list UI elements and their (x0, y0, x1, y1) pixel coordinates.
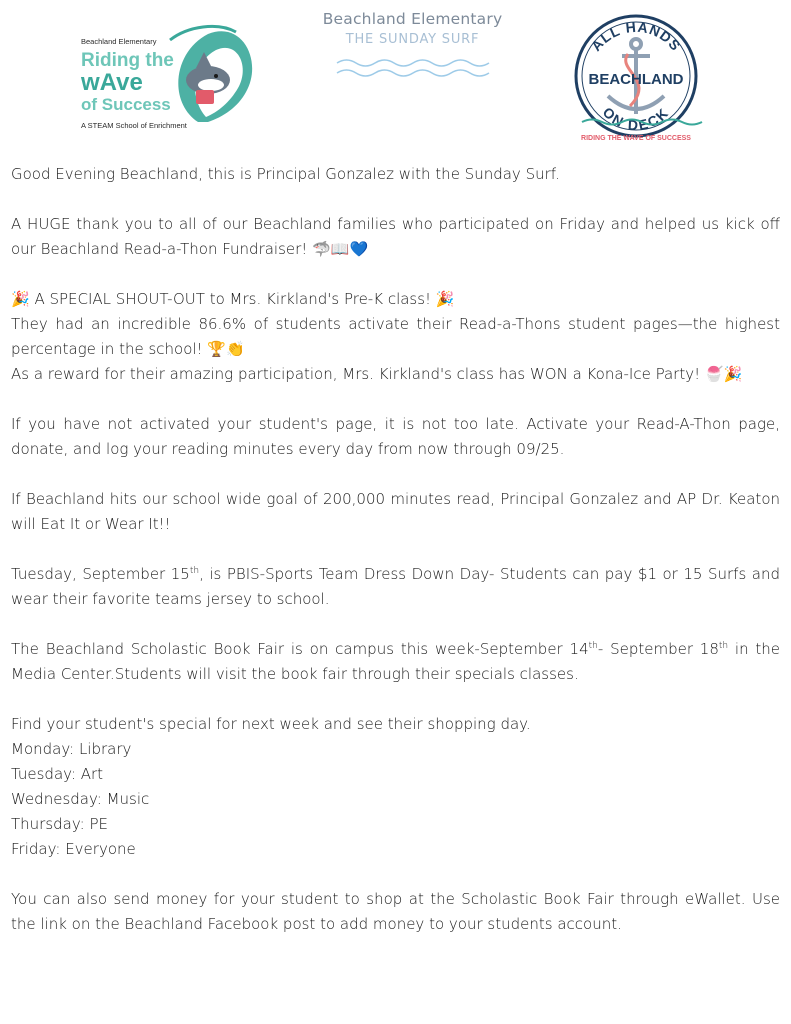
waves-icon (335, 57, 490, 83)
schedule-item: Tuesday: Art (11, 765, 104, 783)
pbis-date: Tuesday, September 15 (11, 565, 190, 583)
newsletter-name: THE SUNDAY SURF (345, 32, 480, 47)
svg-text:Riding the: Riding the (81, 50, 174, 71)
svg-text:A STEAM School of Enrichment: A STEAM School of Enrichment (81, 121, 187, 130)
shout-out-stat: They had an incredible 86.6% of students activate their Read-a-Thons student pages—the highest percentage in the school! 🏆👏 (11, 315, 780, 358)
svg-text:wAve: wAve (81, 69, 143, 96)
pbis-text: , is PBIS-Sports Team Dress Down Day- Students can pay $1 or 15 Surfs and wear their favorite teams jersey to school. (11, 565, 781, 608)
newsletter-body (11, 162, 780, 962)
svg-text:RIDING THE WAVE OF SUCCESS: RIDING THE WAVE OF SUCCESS (581, 135, 691, 142)
schedule-item: Monday: Library (11, 740, 132, 758)
activate-paragraph: If you have not activated your student's page, it is not too late. Activate your Read-A-Thon page, donate, and log your reading minutes every day from now through 09/25. (11, 415, 780, 458)
riding-the-wave-logo (78, 22, 258, 134)
schedule-item: Wednesday: Music (11, 790, 150, 808)
fair-sup-1: th (588, 641, 598, 651)
fair-sup-2: th (718, 641, 729, 651)
fair-text-c: in the Media Center.Students will visit the book fair through their specials classes. (11, 640, 781, 683)
svg-text:ALL HANDS: ALL HANDS (587, 18, 685, 55)
schedule-block (11, 712, 780, 862)
shout-out-paragraph (11, 287, 780, 387)
svg-text:of Success: of Success (81, 95, 171, 114)
greeting: Good Evening Beachland, this is Principal Gonzalez with the Sunday Surf. (11, 165, 560, 183)
schedule-item: Friday: Everyone (11, 840, 136, 858)
book-fair-paragraph (11, 637, 780, 687)
shout-out-heading: 🎉 A SPECIAL SHOUT-OUT to Mrs. Kirkland's Pre-K class! 🎉 (11, 290, 455, 308)
fair-text-a: The Beachland Scholastic Book Fair is on campus this week-September 14 (11, 640, 589, 658)
pbis-paragraph (11, 562, 780, 612)
all-hands-on-deck-logo (568, 10, 704, 150)
svg-text:BEACHLAND: BEACHLAND (588, 71, 684, 88)
fair-text-b: - September 18 (597, 640, 719, 658)
masthead (300, 10, 525, 83)
svg-text:Beachland Elementary: Beachland Elementary (81, 37, 157, 46)
schedule-item: Thursday: PE (11, 815, 109, 833)
pbis-sup: th (189, 566, 200, 576)
goal-paragraph: If Beachland hits our school wide goal of 200,000 minutes read, Principal Gonzalez and AP Dr. Keaton will Eat It or Wear It!! (11, 490, 780, 533)
thanks-paragraph: A HUGE thank you to all of our Beachland families who participated on Friday and helped us kick off our Beachland Read-a-Thon Fundraiser! 🦈📖💙 (11, 215, 780, 258)
school-name: Beachland Elementary (322, 10, 503, 28)
ewallet-paragraph: You can also send money for your student to shop at the Scholastic Book Fair through eWallet. Use the link on the Beachland Facebook post to add money to your students account. (11, 890, 780, 933)
shout-out-reward: As a reward for their amazing participation, Mrs. Kirkland's class has WON a Kona-Ice Party! 🍧🎉 (11, 365, 743, 383)
schedule-intro: Find your student's special for next week and see their shopping day. (11, 715, 531, 733)
svg-text:ON DECK: ON DECK (599, 103, 673, 134)
